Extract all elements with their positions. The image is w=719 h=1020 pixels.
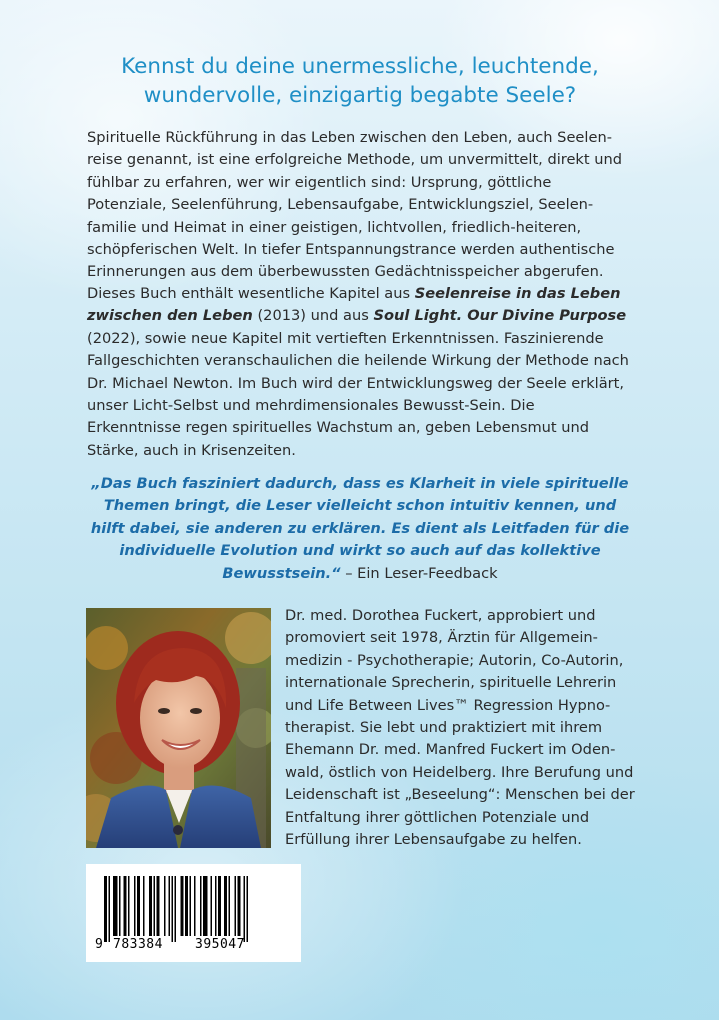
barcode-bar [218,876,221,936]
barcode-bar [119,876,121,936]
barcode-bar [172,876,174,942]
barcode-bar [211,876,213,936]
barcode-bar [157,876,160,936]
paragraph-2-text-2: (2013) und aus [252,307,374,325]
author-bio: Dr. med. Dorothea Fuckert, approbiert und promoviert seit 1978, Ärztin für Allgemeinmedizin - Psychotherapie; Autorin, Co-Autorin, internationale Sprecherin, spirituelle Lehrerin und Life Between Lives™ Regression Hypnotherapist. Sie lebt und praktiziert mit ihrem Ehemann Dr. med. Manfred Fuckert im Odenwald, östlich von Heidelberg. Ihre Berufung und Leidenschaft ist „Beseelung“: Menschen bei der Entfaltung ihrer göttlichen Potenziale und Erfüllung ihrer Lebensaufgabe zu helfen. [285,607,635,849]
barcode-bar [143,876,145,936]
barcode-left-group: 783384 [113,937,163,952]
barcode-bar [134,876,136,936]
barcode-bar [238,876,241,936]
quote-source: – Ein Leser-Feedback [340,564,498,582]
isbn-barcode [86,864,301,962]
barcode-bar [149,876,152,936]
description-paragraph-2 [87,283,633,462]
author-photo [86,608,271,848]
barcode-bar [200,876,202,936]
barcode-bar [128,876,130,936]
barcode-bar [224,876,227,936]
barcode-bar [244,876,246,942]
barcode-bar [124,876,127,936]
barcode-right-group: 395047 [195,937,245,952]
barcode-bar [235,876,237,936]
barcode-bar [229,876,231,936]
barcode-bar [175,876,177,942]
reader-quote [87,473,633,585]
paragraph-2-text-1: Dieses Buch enthält wesentliche Kapitel aus [87,285,415,302]
barcode-bar [203,876,208,936]
author-portrait-illustration [86,608,271,848]
paragraph-2-text-3: (2022), sowie neue Kapitel mit vertieften Erkenntnissen. Faszinierende Fallgeschichten veranschaulichen die heilende Wirkung der Methode nach Dr. Michael Newton. Im Buch wird der Entwicklungsweg der Seele erklärt, unser Licht-Selbst und mehrdimensionales Bewusst-Sein. Die Erkenntnisse regen spirituelles Wachstum an, geben Lebensmut und Stärke, auch in Krisenzeiten. [87,329,629,459]
barcode-bar [164,876,166,936]
barcode-bar [194,876,196,936]
barcode-bar [215,876,217,936]
book-title-seelenreise: Seelenreise in das Leben zwischen den Leben [87,285,621,325]
barcode-bar [113,876,118,936]
barcode-bar [154,876,156,936]
barcode-bar [185,876,188,936]
barcode-bar [137,876,140,936]
barcode-bar [169,876,171,936]
quote-text: „Das Buch fasziniert dadurch, dass es Klarheit in viele spirituelle Themen bringt, die Leser vielleicht schon intuitiv kennen, und hilft dabei, sie anderen zu erklären. Es dient als Leitfaden für die individuelle Evolution und wirkt so auch auf das kollektive Bewusstsein.“ [90,475,630,582]
barcode-bar [109,876,111,942]
barcode-bar [104,876,107,942]
barcode-bar [247,876,249,942]
barcode-first-digit: 9 [95,937,103,952]
barcode-bar [181,876,184,936]
barcode-bar [190,876,192,936]
cover-heading: Kennst du deine unermessliche, leuchtende, wundervolle, einzigartig begabte Seele? [121,54,599,108]
book-title-soul-light: Soul Light. Our Divine Purpose [373,307,627,325]
description-paragraph-1: Spirituelle Rückführung in das Leben zwischen den Leben, auch Seelenreise genannt, ist eine erfolgreiche Methode, um unvermittelt, direkt und fühlbar zu erfahren, wer wir eigentlich sind: Ursprung, göttliche Potenziale, Seelenführung, Lebensaufgabe, Entwicklungsziel, Seelenfamilie und Heimat in einer geistigen, lichtvollen, friedlich-heiteren, schöpferischen Welt. In tiefer Entspannungstrance werden authentische Erinnerungen aus dem überbewussten Gedächtnisspeicher abgerufen. [87,129,623,281]
